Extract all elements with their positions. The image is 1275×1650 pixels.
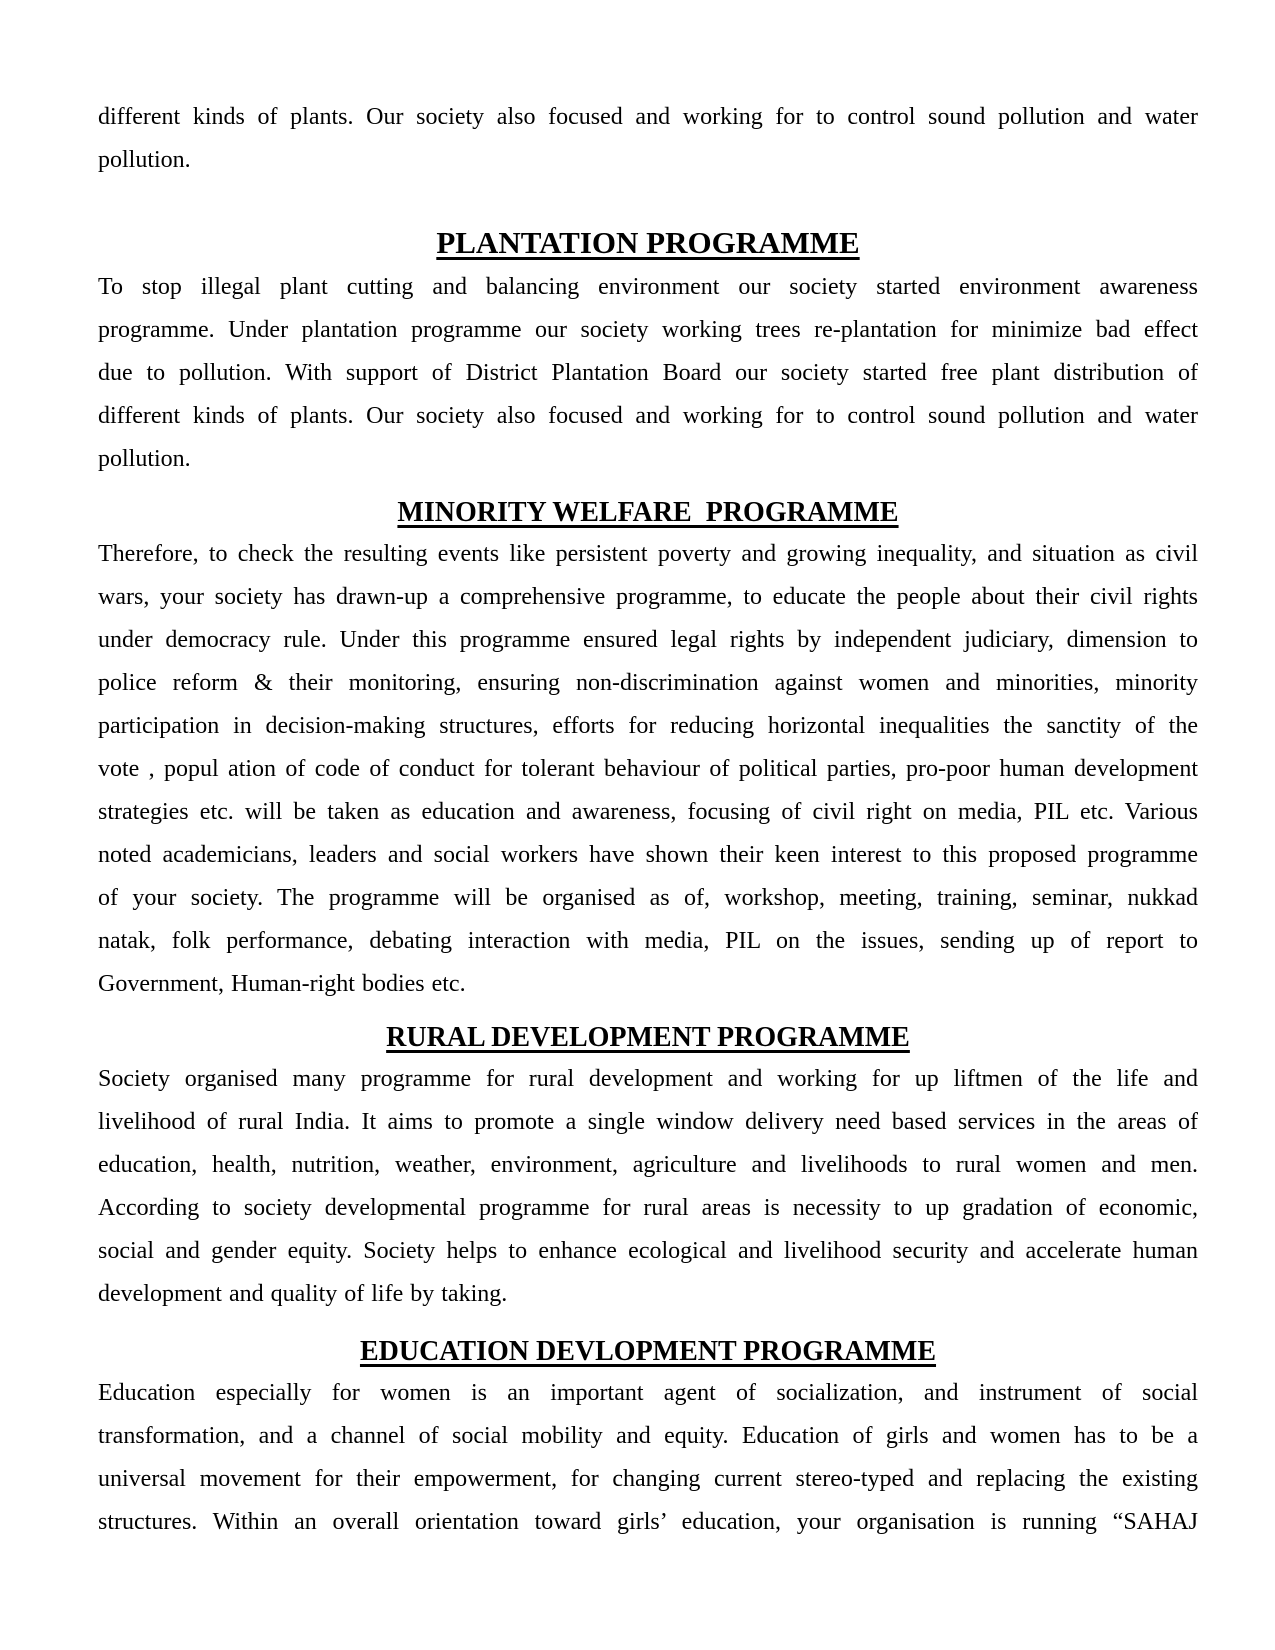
text-line: vote , popul ation of code of conduct for tolerant behaviour of political parties, pro-poor human development <box>98 756 1198 782</box>
text-line: wars, your society has drawn-up a comprehensive programme, to educate the people about their civil rights <box>98 584 1198 610</box>
paragraph <box>98 1372 1198 1544</box>
heading-text: PLANTATION PROGRAMME <box>436 225 860 260</box>
heading-plantation-programme <box>98 220 1198 266</box>
text-line: transformation, and a channel of social mobility and equity. Education of girls and women has to be a <box>98 1423 1198 1449</box>
text-line: Government, Human-right bodies etc. <box>98 971 466 997</box>
heading-text: EDUCATION DEVLOPMENT PROGRAMME <box>359 1336 937 1367</box>
text-line: livelihood of rural India. It aims to promote a single window delivery need based services in the areas of <box>98 1109 1198 1135</box>
text-line: different kinds of plants. Our society also focused and working for to control sound pollution and water <box>98 403 1198 429</box>
heading-rural-development-programme <box>98 1018 1198 1058</box>
text-line: noted academicians, leaders and social workers have shown their keen interest to this proposed programme <box>98 842 1198 868</box>
paragraph <box>98 1058 1198 1316</box>
text-line: under democracy rule. Under this programme ensured legal rights by independent judiciary, dimension to <box>98 627 1198 653</box>
heading-minority-welfare-programme <box>98 493 1198 533</box>
text-line: development and quality of life by taking. <box>98 1281 508 1307</box>
text-line: Society organised many programme for rural development and working for up liftmen of the life and <box>98 1066 1198 1092</box>
text-line: participation in decision-making structures, efforts for reducing horizontal inequalities the sanctity of the <box>98 713 1198 739</box>
text-line: strategies etc. will be taken as education and awareness, focusing of civil right on media, PIL etc. Various <box>98 799 1198 825</box>
text-line: of your society. The programme will be organised as of, workshop, meeting, training, seminar, nukkad <box>98 885 1198 911</box>
text-line: Education especially for women is an important agent of socialization, and instrument of social <box>98 1380 1198 1406</box>
text-line: pollution. <box>98 446 191 472</box>
text-line: universal movement for their empowerment, for changing current stereo-typed and replacing the existing <box>98 1466 1198 1492</box>
text-line: natak, folk performance, debating interaction with media, PIL on the issues, sending up of report to <box>98 928 1198 954</box>
text-line: Therefore, to check the resulting events like persistent poverty and growing inequality, and situation as civil <box>98 541 1198 567</box>
text-line: structures. Within an overall orientation toward girls’ education, your organisation is running “SAHAJ <box>98 1509 1198 1535</box>
text-line: social and gender equity. Society helps to enhance ecological and livelihood security and accelerate human <box>98 1238 1198 1264</box>
heading-education-devlopment-programme <box>98 1332 1198 1372</box>
text-line: due to pollution. With support of District Plantation Board our society started free plant distribution of <box>98 360 1198 386</box>
paragraph <box>98 266 1198 481</box>
heading-text: MINORITY WELFARE PROGRAMME <box>397 497 899 528</box>
paragraph <box>98 96 1198 182</box>
heading-text: RURAL DEVELOPMENT PROGRAMME <box>386 1022 910 1053</box>
text-line: According to society developmental programme for rural areas is necessity to up gradation of economic, <box>98 1195 1198 1221</box>
text-line: pollution. <box>98 147 191 173</box>
text-line: education, health, nutrition, weather, environment, agriculture and livelihoods to rural women and men. <box>98 1152 1198 1178</box>
paragraph <box>98 533 1198 1006</box>
text-line: To stop illegal plant cutting and balancing environment our society started environment awareness <box>98 274 1198 300</box>
text-line: programme. Under plantation programme our society working trees re-plantation for minimize bad effect <box>98 317 1198 343</box>
text-line: police reform & their monitoring, ensuring non-discrimination against women and minorities, minority <box>98 670 1198 696</box>
text-line: different kinds of plants. Our society also focused and working for to control sound pollution and water <box>98 104 1198 130</box>
